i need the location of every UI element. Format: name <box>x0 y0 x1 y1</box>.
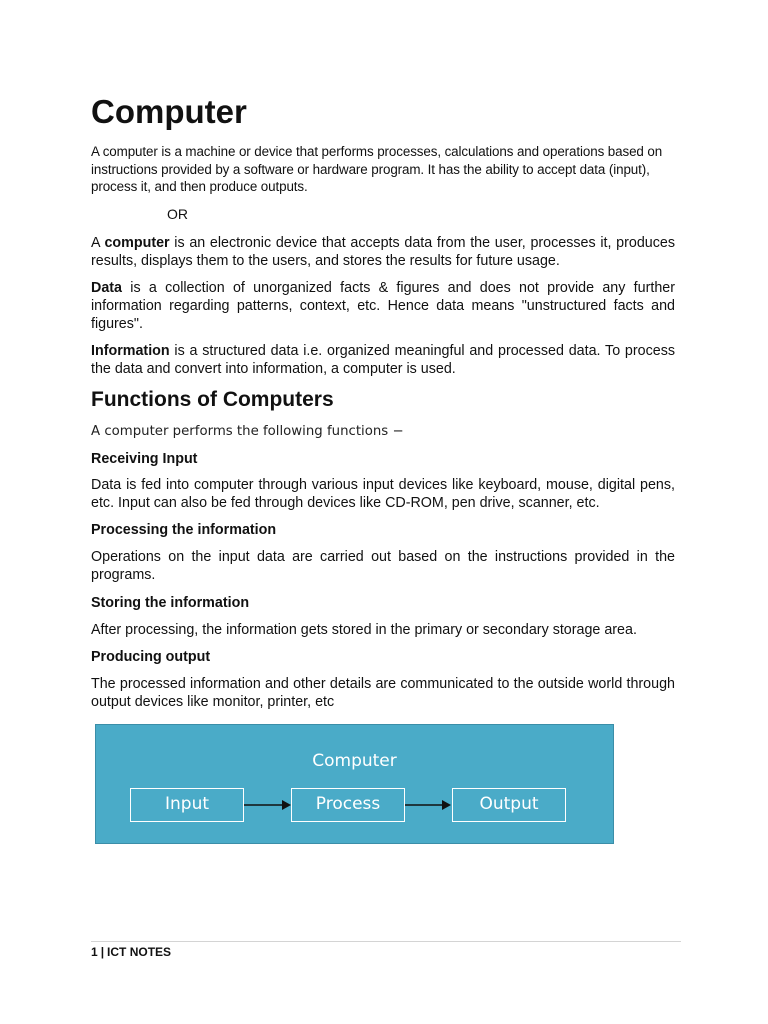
function-heading-processing: Processing the information <box>91 522 277 538</box>
function-text-processing: Operations on the input data are carried out based on the instructions provided in the programs. <box>91 549 675 583</box>
footer-divider <box>91 941 681 942</box>
arrow-right-icon <box>405 797 452 813</box>
information-term: Information <box>91 343 170 359</box>
function-heading-receiving-input: Receiving Input <box>91 451 198 467</box>
or-separator: OR <box>167 206 188 222</box>
data-text: is a collection of unorganized facts & figures and does not provide any further information regarding patterns, context, etc. Hence data means "unstructured facts and figures". <box>91 280 675 332</box>
diagram-box-process: Process <box>291 788 405 822</box>
arrow-right-icon <box>244 797 292 813</box>
computer-definition <box>91 234 675 270</box>
functions-heading: Functions of Computers <box>91 388 334 411</box>
data-definition <box>91 279 675 333</box>
function-heading-output: Producing output <box>91 649 211 665</box>
diagram-box-input: Input <box>130 788 244 822</box>
definition-text: is an electronic device that accepts data from the user, processes it, produces results, displays them to the users, and stores the results for future usage. <box>91 235 675 269</box>
footer-separator: | <box>100 945 105 959</box>
page-title: Computer <box>91 93 247 130</box>
page-footer <box>91 944 171 960</box>
definition-lead: A <box>91 235 100 251</box>
function-text-receiving-input: Data is fed into computer through various input devices like keyboard, mouse, digital pens, etc. Input can also be fed through devices like CD-ROM, pen drive, scanner, etc. <box>91 477 675 511</box>
definition-term: computer <box>104 235 170 251</box>
information-text: is a structured data i.e. organized meaningful and processed data. To process the data and convert into information, a computer is used. <box>91 343 675 377</box>
footer-label: ICT NOTES <box>107 945 172 959</box>
function-text-storing: After processing, the information gets stored in the primary or secondary storage area. <box>91 622 637 638</box>
page-number: 1 <box>91 945 98 959</box>
diagram-title: Computer <box>312 751 397 771</box>
diagram-box-output: Output <box>452 788 566 822</box>
functions-lead: A computer performs the following functions − <box>91 424 404 439</box>
intro-paragraph: A computer is a machine or device that performs processes, calculations and operations based on instructions provided by a software or hardware program. It has the ability to accept data (input), process it, and then produce outputs. <box>91 144 663 195</box>
computer-flow-diagram <box>95 724 614 844</box>
function-text-output: The processed information and other details are communicated to the outside world through output devices like monitor, printer, etc <box>91 676 675 710</box>
data-term: Data <box>91 280 122 296</box>
function-heading-storing: Storing the information <box>91 595 250 611</box>
information-definition <box>91 342 675 378</box>
